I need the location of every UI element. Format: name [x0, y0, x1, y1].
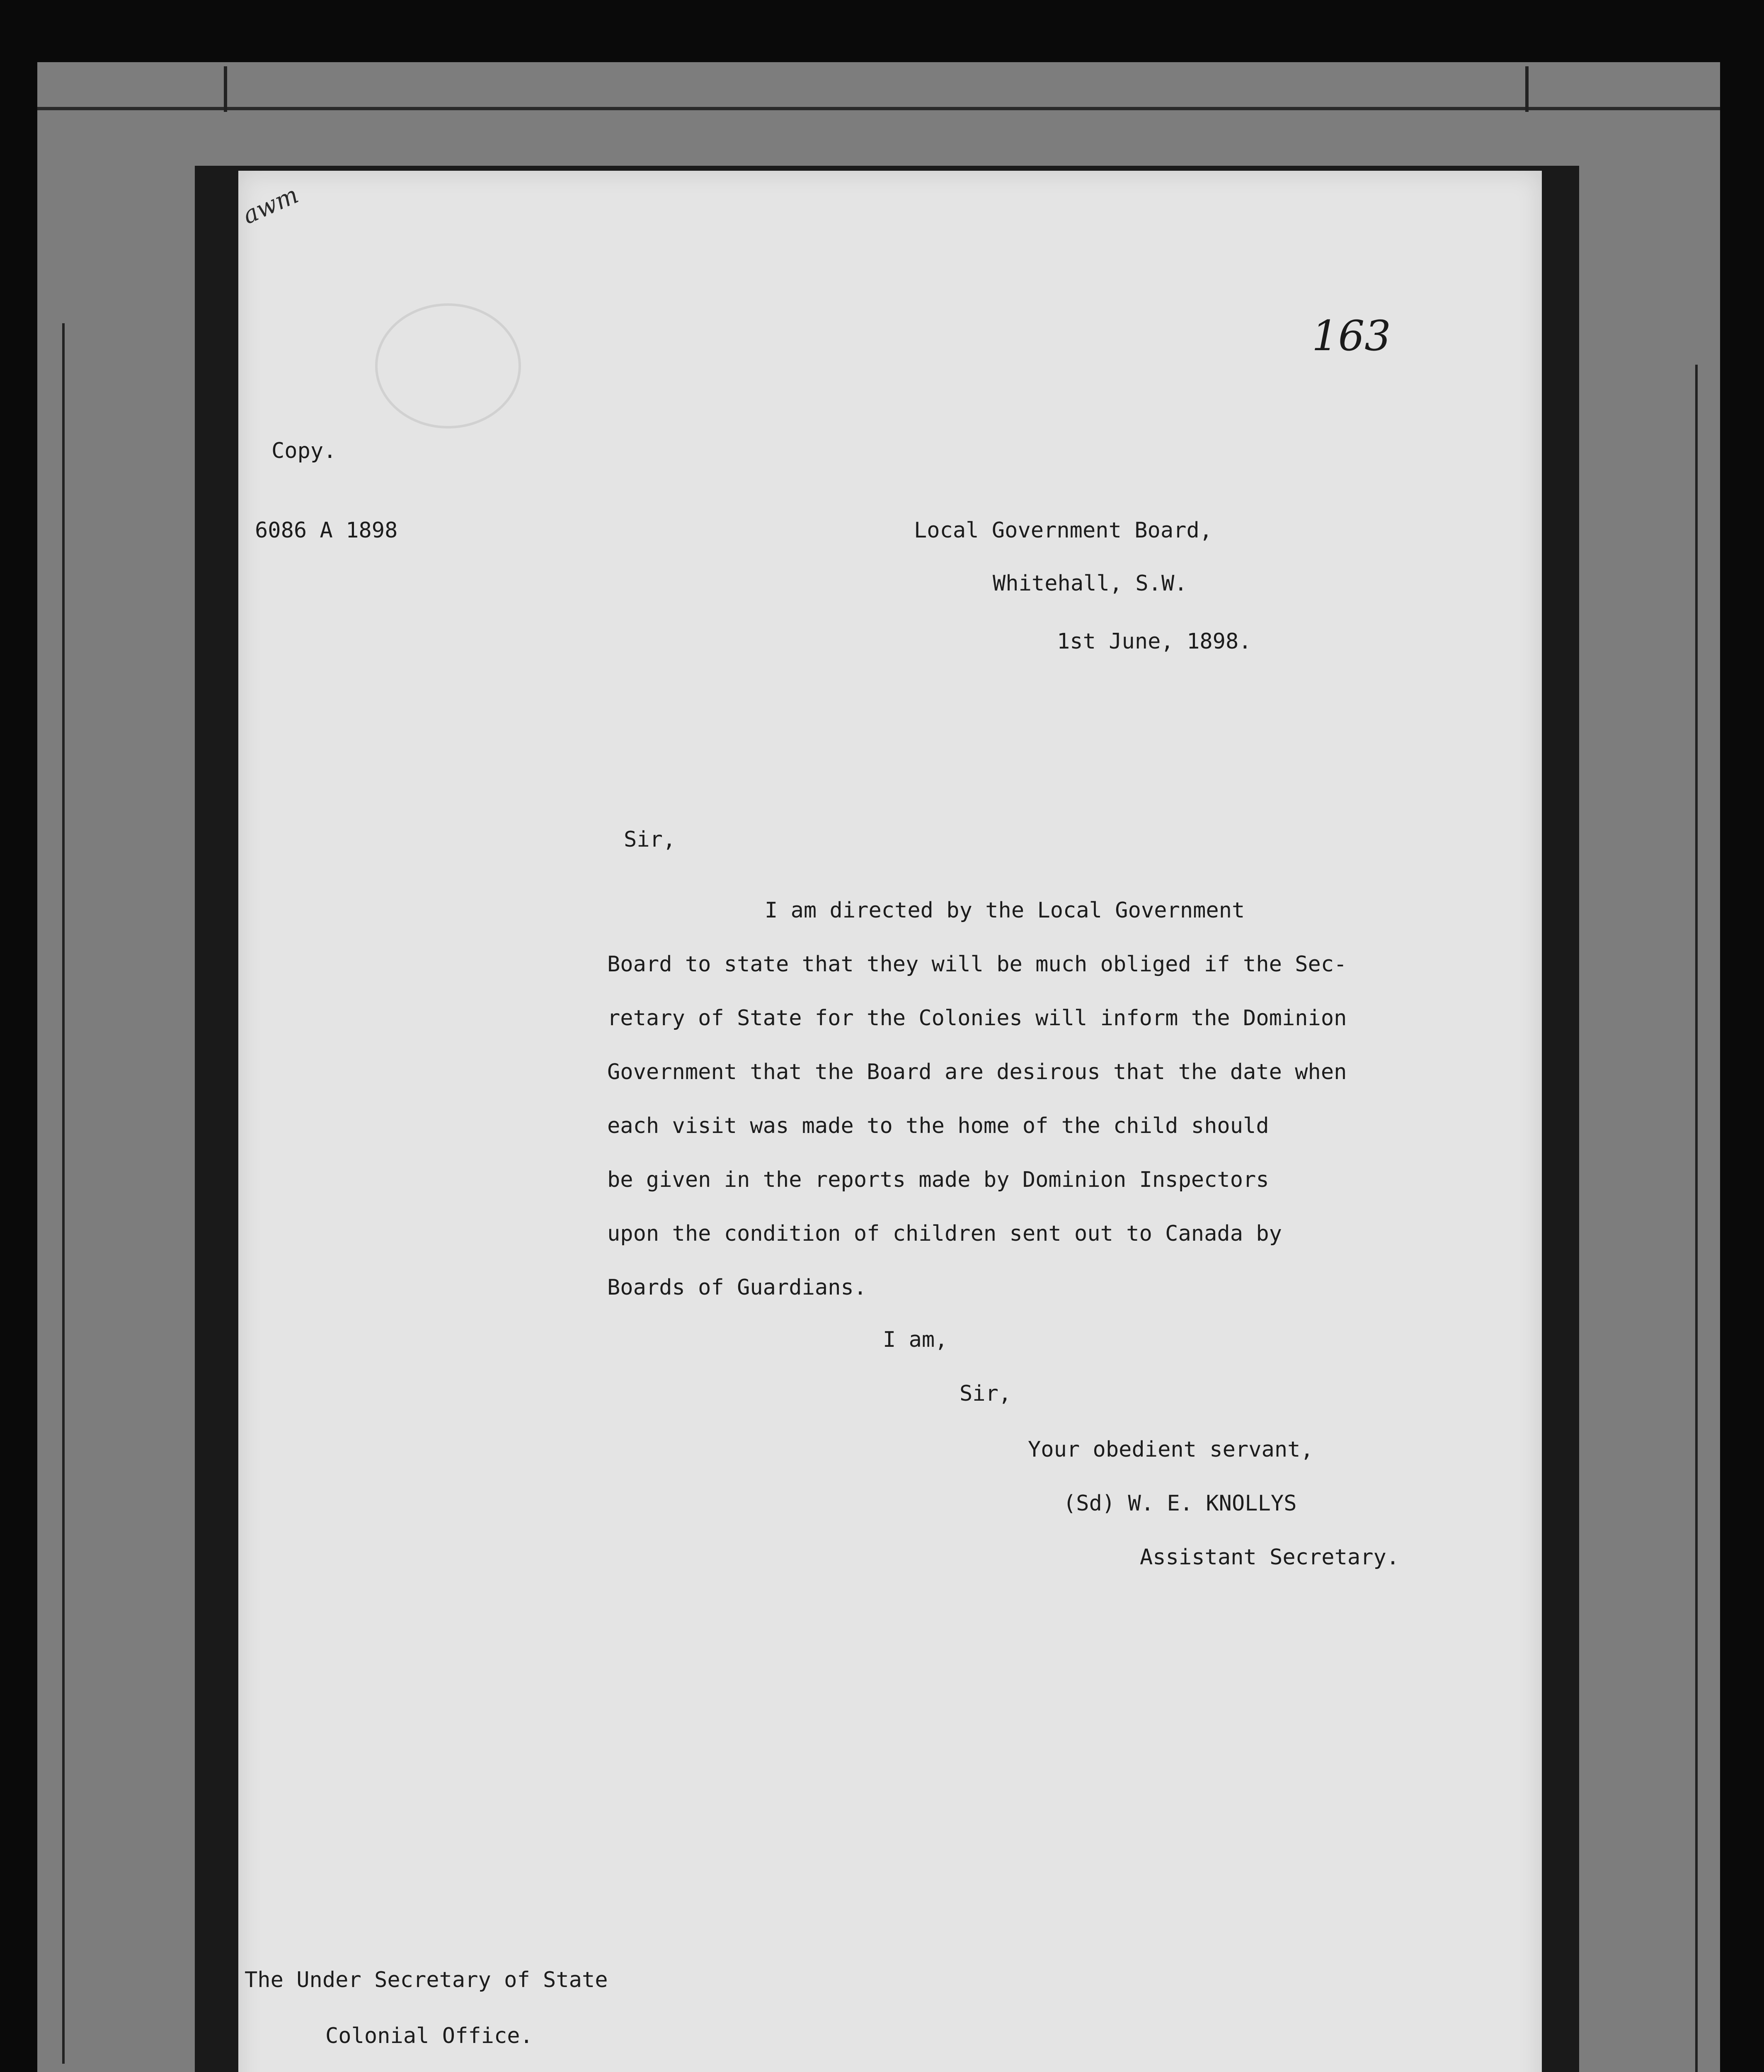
signature: (Sd) W. E. KNOLLYS: [1063, 1491, 1297, 1516]
mount-tick-right: [1525, 66, 1529, 112]
closing-sir: Sir,: [960, 1381, 1012, 1406]
mount-top-rule: [37, 107, 1720, 110]
body-line: upon the condition of children sent out to Canada by: [607, 1221, 1282, 1246]
folio-number: 163: [1312, 312, 1391, 360]
mount-edge-right: [1695, 365, 1698, 2072]
body-line: Government that the Board are desirous that the date when: [607, 1060, 1347, 1084]
body-line: retary of State for the Colonies will inform the Dominion: [607, 1006, 1347, 1031]
body-line: I am directed by the Local Government: [765, 898, 1245, 923]
salutation: Sir,: [624, 827, 676, 852]
letter-date: 1st June, 1898.: [1057, 629, 1252, 654]
body-line: Boards of Guardians.: [607, 1275, 867, 1300]
body-line: each visit was made to the home of the child should: [607, 1113, 1269, 1138]
embossed-seal-icon: [375, 303, 521, 428]
marginal-note: awm: [238, 180, 303, 230]
letter-page: [238, 171, 1542, 2072]
body-line: Board to state that they will be much obliged if the Sec-: [607, 952, 1347, 977]
copy-label: Copy.: [271, 438, 337, 463]
closing-servant: Your obedient servant,: [1028, 1437, 1313, 1462]
body-line: be given in the reports made by Dominion Inspectors: [607, 1167, 1269, 1192]
addressee-line1: The Under Secretary of State: [245, 1968, 608, 1992]
mount-edge-left: [62, 323, 65, 2064]
signer-title: Assistant Secretary.: [1140, 1545, 1400, 1570]
sender-address-line1: Local Government Board,: [914, 518, 1213, 543]
closing-line: I am,: [883, 1327, 948, 1352]
addressee-line2: Colonial Office.: [325, 2024, 533, 2048]
mount-tick-left: [224, 66, 227, 112]
sender-address-line2: Whitehall, S.W.: [993, 571, 1187, 596]
reference-number: 6086 A 1898: [255, 518, 398, 543]
